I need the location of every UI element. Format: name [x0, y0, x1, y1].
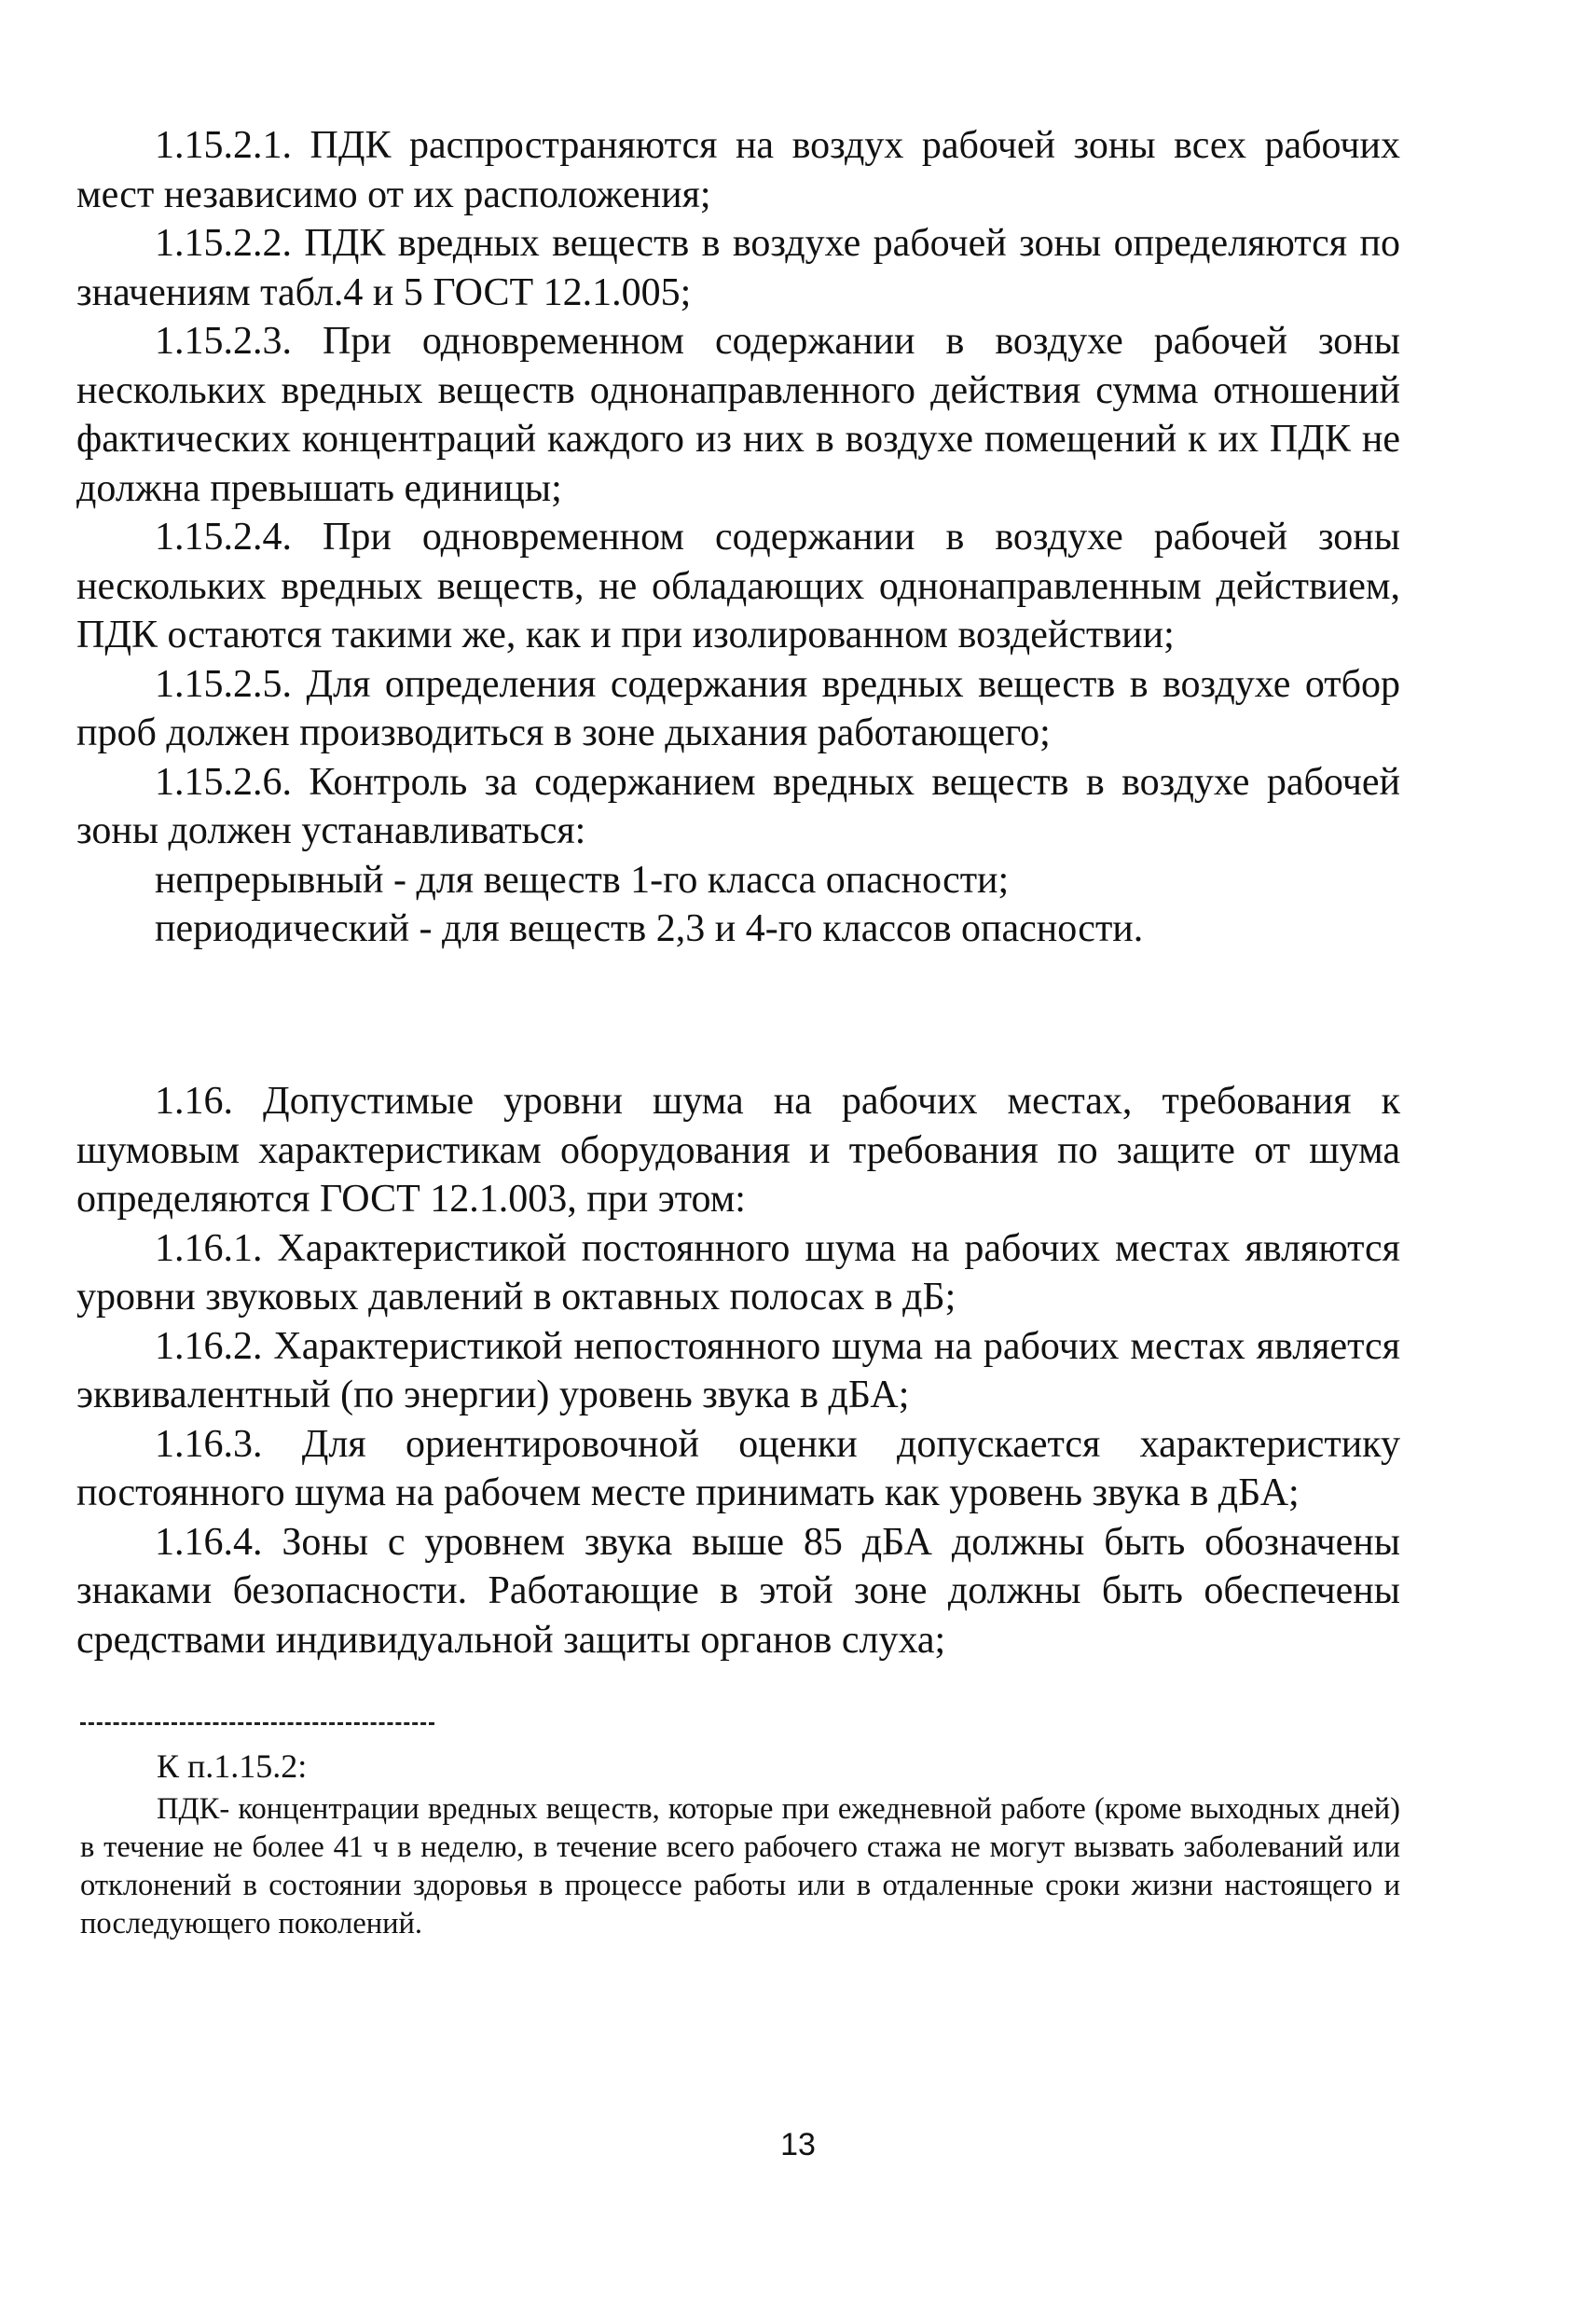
footnote-reference: К п.1.15.2:: [157, 1747, 308, 1785]
paragraph-1-15-2-1: 1.15.2.1. ПДК распространяются на воздух рабочей зоны всех рабочих мест независимо от их расположения;: [76, 124, 1400, 216]
footnote-text: ПДК- концентрации вредных веществ, которые при ежедневной работе (кроме выходных дней) в течение не более 41 ч в неделю, в течение всего рабочего стажа не могут вызвать заболеваний или отклонений в состоянии здоровья в процессе работы или в отдаленные сроки жизни настоящего и последующего поколений.: [80, 1792, 1400, 1940]
paragraph-1-16-1: 1.16.1. Характеристикой постоянного шума на рабочих местах являются уровни звуковых давлений в октавных полосах в дБ;: [76, 1226, 1400, 1319]
section-1-15-2: [76, 121, 1400, 954]
paragraph-1-15-2-5: 1.15.2.5. Для определения содержания вредных веществ в воздухе отбор проб должен производиться в зоне дыхания работающего;: [76, 662, 1400, 754]
paragraph-1-15-2-2: 1.15.2.2. ПДК вредных веществ в воздухе рабочей зоны определяются по значениям табл.4 и 5 ГОСТ 12.1.005;: [76, 222, 1400, 314]
paragraph-1-16-2: 1.16.2. Характеристикой непостоянного шума на рабочих местах является эквивалентный (по энергии) уровень звука в дБА;: [76, 1324, 1400, 1416]
paragraph-1-15-2-6: 1.15.2.6. Контроль за содержанием вредных веществ в воздухе рабочей зоны должен устанавливаться:: [76, 760, 1400, 852]
paragraph-1-16-3: 1.16.3. Для ориентировочной оценки допускается характеристику постоянного шума на рабочем месте принимать как уровень звука в дБА;: [76, 1422, 1400, 1514]
paragraph-1-16-4: 1.16.4. Зоны с уровнем звука выше 85 дБА должны быть обозначены знаками безопасности. Работающие в этой зоне должны быть обеспечены средствами индивидуальной защиты органов слуха;: [76, 1520, 1400, 1662]
page-number: 13: [780, 2127, 816, 2162]
paragraph-1-15-2-4: 1.15.2.4. При одновременном содержании в воздухе рабочей зоны нескольких вредных веществ, не обладающих однонаправленным действием, ПДК остаются такими же, как и при изолированном воздействии;: [76, 516, 1400, 656]
section-1-16: [76, 1077, 1400, 1664]
paragraph-1-16: 1.16. Допустимые уровни шума на рабочих местах, требования к шумовым характеристикам оборудования и требования по защите от шума определяются ГОСТ 12.1.003, при этом:: [76, 1080, 1400, 1221]
list-item-continuous: непрерывный - для веществ 1-го класса опасности;: [155, 858, 1010, 902]
footnote-separator: [80, 1722, 434, 1725]
list-item-periodic: периодический - для веществ 2,3 и 4-го классов опасности.: [155, 907, 1144, 950]
paragraph-1-15-2-3: 1.15.2.3. При одновременном содержании в воздухе рабочей зоны нескольких вредных веществ однонаправленного действия сумма отношений фактических концентраций каждого из них в воздухе помещений к их ПДК не должна превышать единицы;: [76, 320, 1400, 510]
